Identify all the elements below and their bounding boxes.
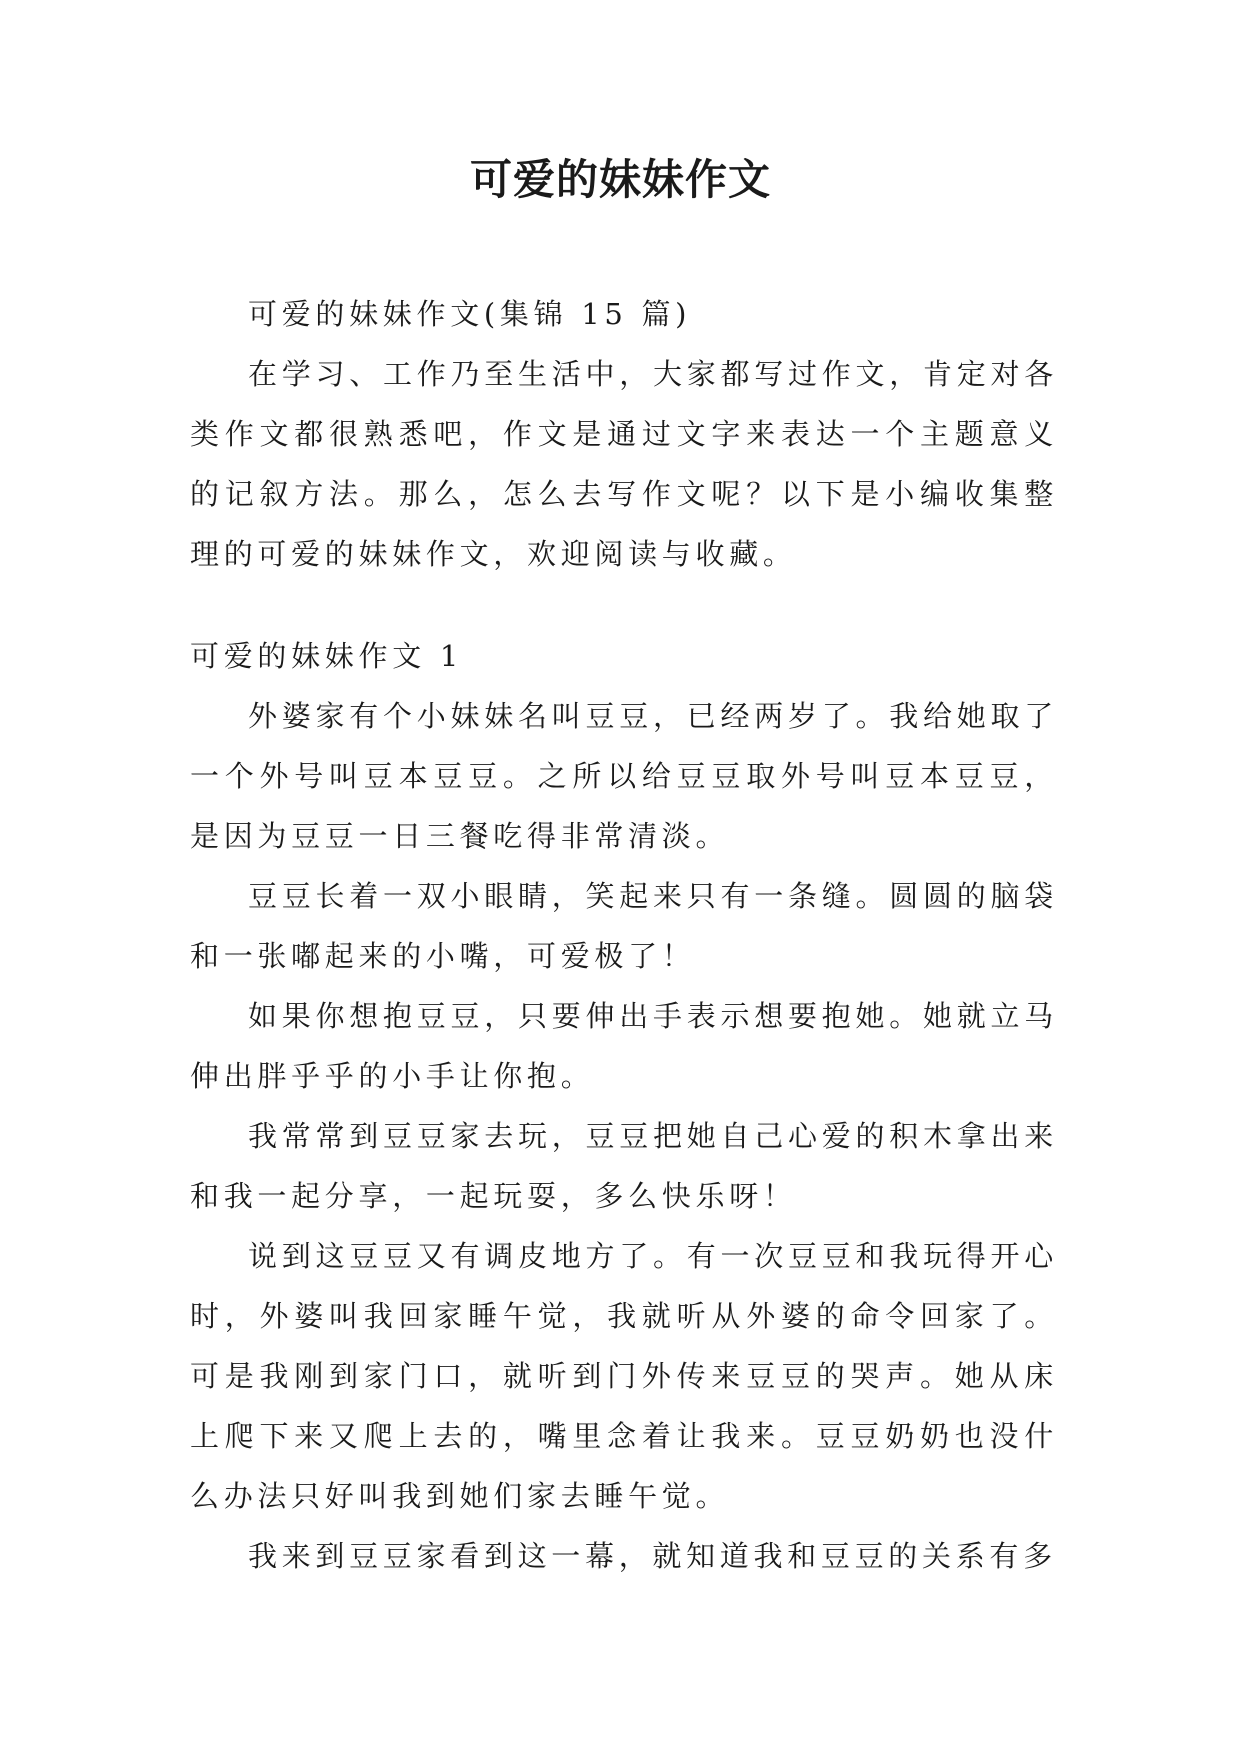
paragraph: 我来到豆豆家看到这一幕，就知道我和豆豆的关系有多: [248, 1539, 1057, 1573]
essay-section: [190, 626, 1058, 1586]
document-subtitle: 可爱的妹妹作文(集锦 15 篇): [248, 297, 692, 331]
paragraph: 我常常到豆豆家去玩，豆豆把她自己心爱的积木拿出来和我一起分享，一起玩耍，多么快乐呀！: [190, 1119, 1058, 1213]
paragraph: 如果你想抱豆豆，只要伸出手表示想要抱她。她就立马伸出胖乎乎的小手让你抱。: [190, 999, 1058, 1093]
intro-paragraph: 在学习、工作乃至生活中，大家都写过作文，肯定对各类作文都很熟悉吧，作文是通过文字来表达一个主题意义的记叙方法。那么，怎么去写作文呢？以下是小编收集整理的可爱的妹妹作文，欢迎阅读与收藏。: [190, 357, 1058, 571]
paragraph: 外婆家有个小妹妹名叫豆豆，已经两岁了。我给她取了一个外号叫豆本豆豆。之所以给豆豆取外号叫豆本豆豆，是因为豆豆一日三餐吃得非常清淡。: [190, 699, 1058, 853]
section-heading: 可爱的妹妹作文 1: [190, 639, 463, 673]
document-title: 可爱的妹妹作文: [469, 155, 771, 204]
paragraph: 豆豆长着一双小眼睛，笑起来只有一条缝。圆圆的脑袋和一张嘟起来的小嘴，可爱极了！: [190, 879, 1058, 973]
intro-block: [190, 284, 1058, 584]
paragraph: 说到这豆豆又有调皮地方了。有一次豆豆和我玩得开心时，外婆叫我回家睡午觉，我就听从外婆的命令回家了。可是我刚到家门口，就听到门外传来豆豆的哭声。她从床上爬下来又爬上去的，嘴里念着让我来。豆豆奶奶也没什么办法只好叫我到她们家去睡午觉。: [190, 1239, 1058, 1513]
